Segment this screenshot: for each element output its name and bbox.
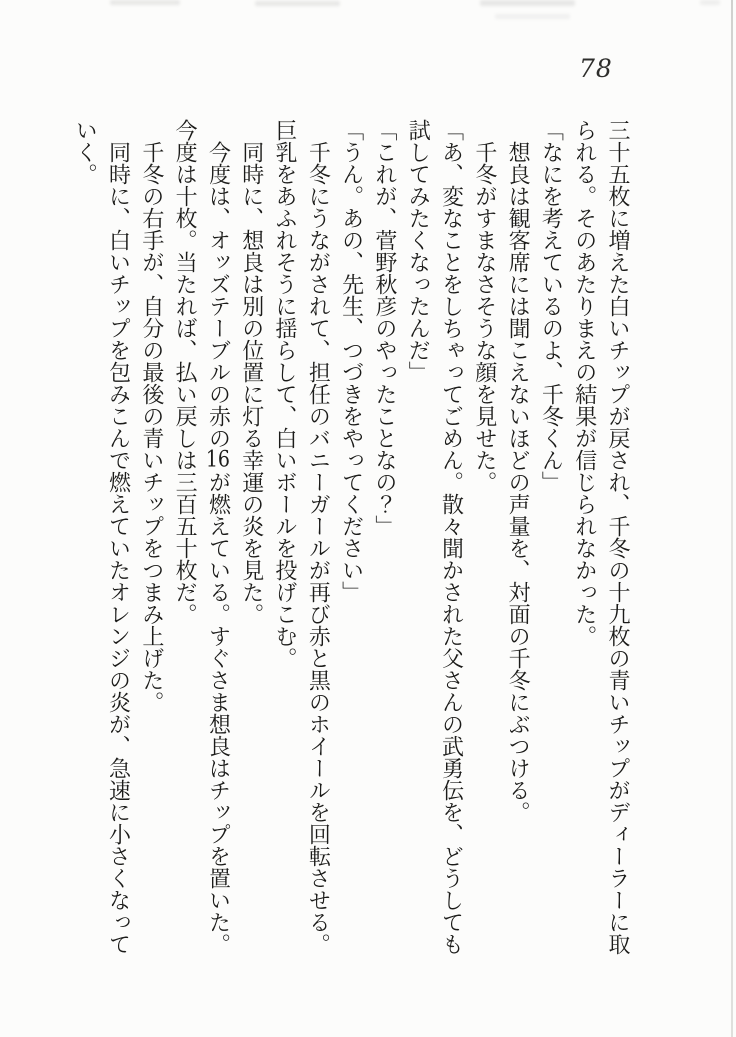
dialogue-paragraph: 「なにを考えているのよ、千冬くん」 <box>538 119 564 493</box>
paragraph-text: 今度は、オッズテーブルの赤の <box>205 141 231 449</box>
paragraph: 同時に、想良は別の位置に灯る幸運の炎を見た。 <box>238 141 264 625</box>
scan-artifact <box>700 0 720 5</box>
body-text <box>68 119 634 955</box>
scan-artifact <box>255 1 340 6</box>
paragraph: 千冬の右手が、自分の最後の青いチップをつまみ上げた。 <box>138 141 164 713</box>
scan-artifact <box>495 14 570 19</box>
paragraph-text: が燃えている。すぐさま想良はチップを置いた。今度は十枚。当たれば、払い戻しは三百五十枚だ。 <box>172 119 231 955</box>
tatechuyoko-number: 16 <box>205 449 231 471</box>
paragraph: 千冬がすまなさそうな顔を見せた。 <box>471 141 497 493</box>
paragraph: 想良は観客席には聞こえないほどの声量を、対面の千冬にぶつける。 <box>505 141 531 823</box>
dialogue-paragraph: 「うん。あの、先生、つづきをやってください」 <box>338 119 364 603</box>
dialogue-paragraph: 「これが、菅野秋彦のやったことなの？」 <box>371 119 397 537</box>
scan-artifact <box>480 0 575 6</box>
page-number: 78 <box>579 54 613 83</box>
page-edge-line <box>731 0 733 1037</box>
paragraph: 三十五枚に増えた白いチップが戻され、千冬の十九枚の青いチップがディーラーに取られる。そのあたりまえの結果が信じられなかった。 <box>571 119 630 955</box>
dialogue-paragraph: 「あ、変なことをしちゃってごめん。散々聞かされた父さんの武勇伝を、どうしても試してみたくなったんだ」 <box>405 119 464 955</box>
scan-artifact <box>110 0 180 5</box>
paragraph: 同時に、白いチップを包みこんで燃えていたオレンジの炎が、急速に小さくなっていく。 <box>72 119 131 955</box>
paragraph: 千冬にうながされて、担任のバニーガールが再び赤と黒のホイールを回転させる。巨乳をあふれそうに揺らして、白いボールを投げこむ。 <box>272 119 331 955</box>
paragraph <box>168 119 235 955</box>
